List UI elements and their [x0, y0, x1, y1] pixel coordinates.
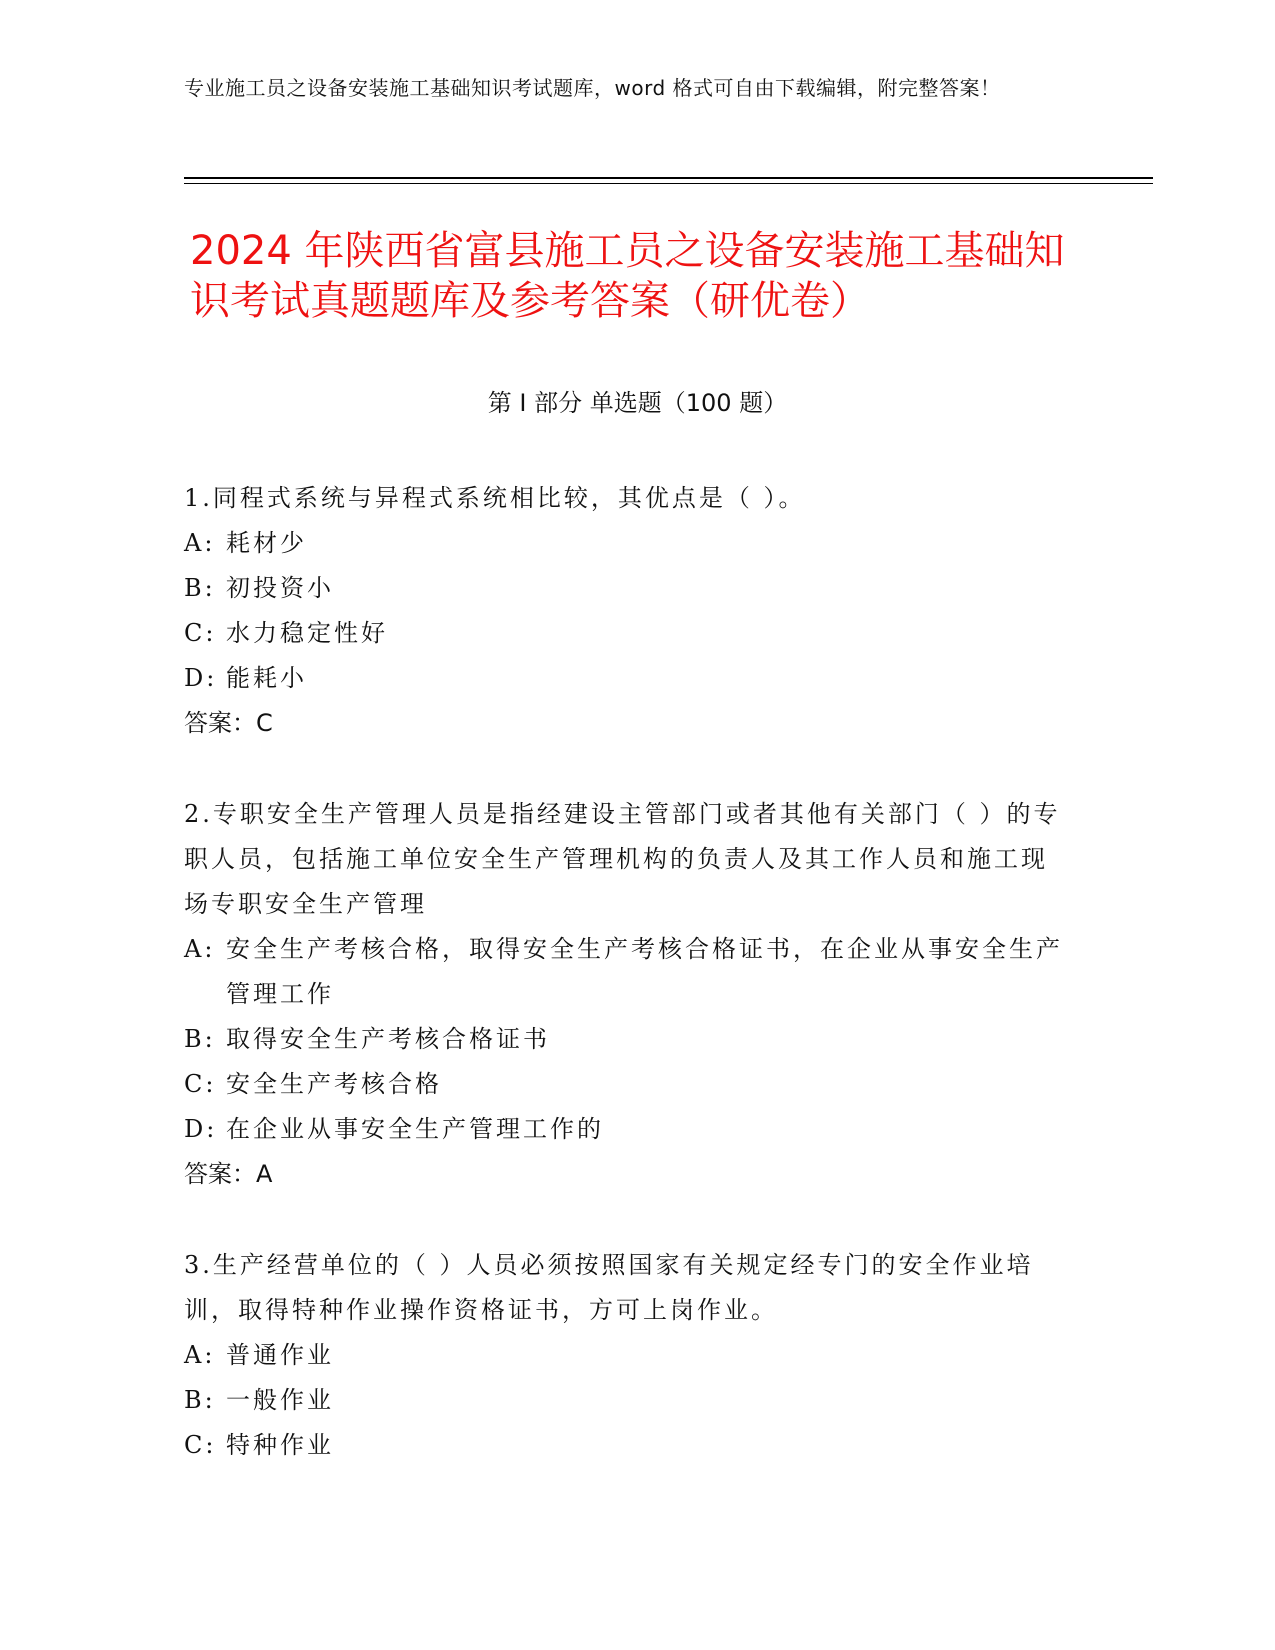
option-key: B: — [184, 574, 216, 602]
question-text: 2.专职安全生产管理人员是指经建设主管部门或者其他有关部门（ ）的专职人员，包括施工单位安全生产管理机构的负责人及其工作人员和施工现场专职安全生产管理 — [184, 800, 1061, 918]
option-a — [184, 521, 1064, 566]
option-d — [184, 1107, 1064, 1152]
option-key: B: — [184, 1025, 216, 1053]
option-key: A: — [184, 529, 216, 557]
option-key: C: — [184, 619, 217, 647]
option-b — [184, 1378, 1064, 1423]
question-text: 3.生产经营单位的（ ）人员必须按照国家有关规定经专门的安全作业培训，取得特种作业操作资格证书，方可上岗作业。 — [184, 1251, 1034, 1324]
option-b — [184, 566, 1064, 611]
option-text: 初投资小 — [226, 574, 334, 602]
option-d — [184, 656, 1064, 701]
option-c — [184, 611, 1064, 656]
option-a — [184, 1333, 1064, 1378]
option-key: B: — [184, 1386, 216, 1414]
question-1 — [184, 476, 1064, 746]
header-divider-thick — [184, 177, 1153, 179]
question-list — [184, 476, 1064, 1514]
option-key: A: — [184, 935, 216, 963]
question-text: 1.同程式系统与异程式系统相比较，其优点是（ ）。 — [184, 484, 806, 512]
option-text: 取得安全生产考核合格证书 — [226, 1025, 550, 1053]
answer-line: 答案：C — [184, 709, 273, 737]
option-text: 能耗小 — [226, 664, 307, 692]
option-b — [184, 1017, 1064, 1062]
question-3 — [184, 1243, 1064, 1468]
section-heading: 第 I 部分 单选题（100 题） — [487, 389, 788, 417]
option-c — [184, 1423, 1064, 1468]
question-2 — [184, 792, 1064, 1197]
option-c — [184, 1062, 1064, 1107]
option-text: 一般作业 — [226, 1386, 334, 1414]
option-text: 水力稳定性好 — [226, 619, 388, 647]
option-text: 安全生产考核合格，取得安全生产考核合格证书，在企业从事安全生产管理工作 — [226, 935, 1063, 1008]
option-key: A: — [184, 1341, 216, 1369]
option-text: 耗材少 — [226, 529, 307, 557]
option-key: D: — [184, 1115, 218, 1143]
option-a — [184, 927, 1064, 1017]
option-key: C: — [184, 1431, 217, 1459]
option-key: D: — [184, 664, 218, 692]
option-text: 特种作业 — [226, 1431, 334, 1459]
option-text: 普通作业 — [226, 1341, 334, 1369]
answer-line: 答案：A — [184, 1160, 273, 1188]
document-title: 2024 年陕西省富县施工员之设备安装施工基础知识考试真题题库及参考答案（研优卷） — [190, 228, 1065, 324]
option-text: 在企业从事安全生产管理工作的 — [226, 1115, 604, 1143]
header-note: 专业施工员之设备安装施工基础知识考试题库，word 格式可自由下载编辑，附完整答案！ — [184, 76, 1001, 100]
option-text: 安全生产考核合格 — [226, 1070, 442, 1098]
header-divider-thin — [184, 183, 1153, 184]
option-key: C: — [184, 1070, 217, 1098]
